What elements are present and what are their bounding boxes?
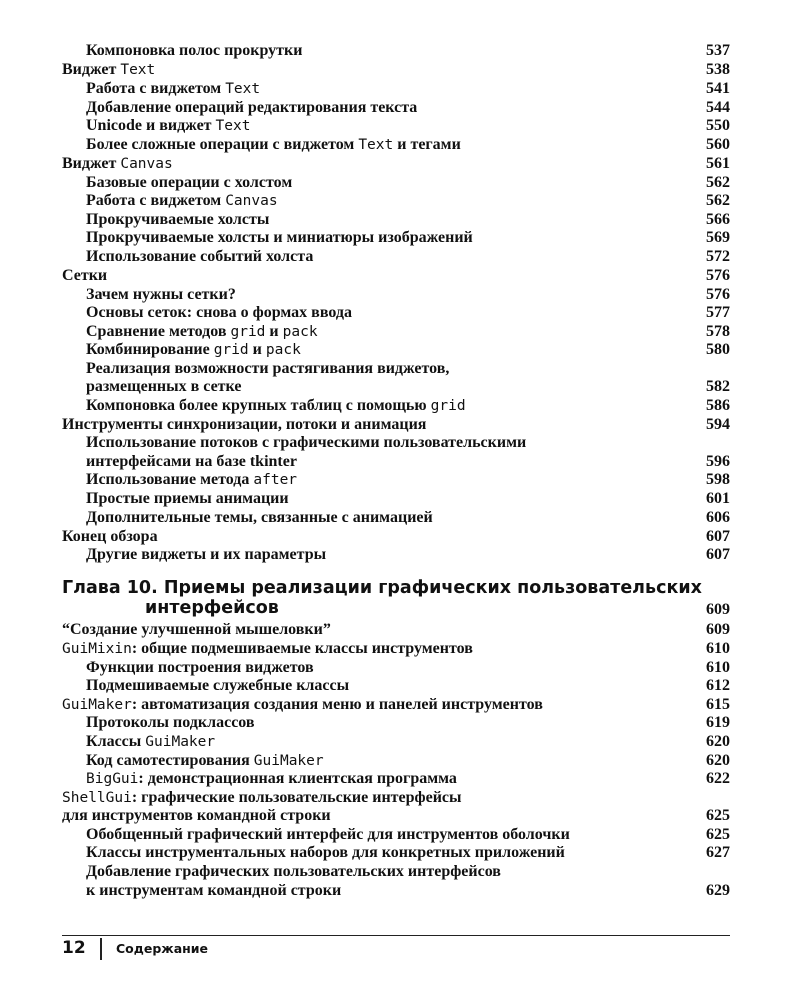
entry-text: интерфейсов — [145, 598, 279, 618]
entry-text: Прокручиваемые холсты и миниатюры изображений — [86, 229, 473, 246]
entry-text: Использование событий холста — [86, 248, 314, 265]
entry-page-number: 582 — [706, 378, 730, 395]
entry-title — [86, 882, 341, 900]
entry-title — [62, 621, 331, 639]
entry-page-number: 561 — [706, 155, 730, 172]
entry-title — [86, 211, 269, 229]
entry-page-number: 596 — [706, 453, 730, 470]
entry-title — [86, 80, 260, 98]
entry-page-number: 566 — [706, 211, 730, 228]
entry-title — [62, 696, 543, 714]
entry-text: Код самотестирования — [86, 752, 254, 769]
entry-code: grid — [430, 398, 466, 414]
entry-page-number: 544 — [706, 99, 730, 116]
entry-text: Использование потоков с графическими пользовательскими — [86, 434, 527, 451]
entry-title — [62, 577, 702, 599]
entry-text: интерфейсами на базе tkinter — [86, 453, 297, 470]
entry-title — [86, 248, 313, 266]
entry-title — [62, 789, 462, 807]
entry-text: Компоновка более крупных таблиц с помощью — [86, 397, 431, 414]
entry-text: Другие виджеты и их параметры — [86, 546, 327, 563]
entry-code: after — [253, 472, 298, 488]
entry-title — [86, 174, 292, 192]
entry-page-number: 627 — [706, 844, 730, 861]
entry-page-number: 598 — [706, 471, 730, 488]
entry-title — [86, 733, 215, 751]
entry-title — [62, 807, 331, 825]
entry-page-number: 586 — [706, 397, 730, 414]
entry-page-number: 541 — [706, 80, 730, 97]
entry-page-number: 625 — [706, 826, 730, 843]
entry-title — [86, 136, 461, 154]
entry-page-number: 537 — [706, 42, 730, 59]
entry-text: Unicode и виджет — [86, 117, 216, 134]
entry-page-number: 562 — [706, 192, 730, 209]
entry-title — [86, 229, 473, 247]
entry-page-number: 569 — [706, 229, 730, 246]
entry-title — [86, 714, 255, 732]
entry-page-number: 550 — [706, 117, 730, 134]
entry-title — [62, 155, 173, 173]
entry-page-number: 619 — [706, 714, 730, 731]
entry-title — [86, 341, 301, 359]
entry-title — [86, 659, 314, 677]
entry-title — [86, 844, 565, 862]
entry-page-number: 538 — [706, 61, 730, 78]
entry-text: Простые приемы анимации — [86, 490, 289, 507]
entry-code: Text — [215, 118, 251, 134]
entry-page-number: 620 — [706, 752, 730, 769]
entry-text: Более сложные операции с виджетом — [86, 136, 359, 153]
entry-text: Основы сеток: снова о формах ввода — [86, 304, 352, 321]
entry-text: : общие подмешиваемые классы инструментов — [131, 640, 473, 657]
entry-text: Подмешиваемые служебные классы — [86, 677, 350, 694]
entry-text: Виджет — [62, 61, 121, 78]
entry-text: “Создание улучшенной мышеловки” — [62, 621, 331, 638]
entry-title — [86, 863, 501, 881]
entry-title — [86, 360, 449, 378]
entry-text: Виджет — [62, 155, 121, 172]
entry-title — [86, 752, 324, 770]
entry-code: pack — [282, 324, 318, 340]
entry-title — [86, 490, 289, 508]
footer-separator — [100, 938, 102, 960]
entry-text: Базовые операции с холстом — [86, 174, 293, 191]
entry-title — [62, 416, 426, 434]
entry-title — [86, 770, 457, 788]
entry-page-number: 622 — [706, 770, 730, 787]
entry-code: pack — [265, 342, 301, 358]
entry-title — [62, 267, 107, 285]
entry-title — [86, 397, 466, 415]
entry-text: для инструментов командной строки — [62, 807, 331, 824]
entry-text: Сравнение методов — [86, 323, 231, 340]
entry-text: Использование метода — [86, 471, 254, 488]
entry-text: и — [265, 323, 283, 340]
entry-page-number: 607 — [706, 546, 730, 563]
entry-text: : демонстрационная клиентская программа — [138, 770, 457, 787]
entry-title — [62, 61, 155, 79]
entry-text: Классы инструментальных наборов для конкретных приложений — [86, 844, 565, 861]
entry-title — [62, 528, 158, 546]
entry-code: Canvas — [225, 193, 278, 209]
entry-text: Реализация возможности растягивания виджетов, — [86, 360, 450, 377]
entry-title — [86, 42, 302, 60]
entry-text: Функции построения виджетов — [86, 659, 314, 676]
entry-page-number: 607 — [706, 528, 730, 545]
entry-code: GuiMixin — [62, 641, 132, 657]
entry-page-number: 560 — [706, 136, 730, 153]
entry-text: размещенных в сетке — [86, 378, 242, 395]
entry-text: Зачем нужны сетки? — [86, 286, 236, 303]
entry-page-number: 601 — [706, 490, 730, 507]
footer-page-number: 12 — [62, 938, 86, 958]
entry-title — [86, 286, 236, 304]
entry-code: GuiMaker — [145, 734, 216, 750]
entry-code: Canvas — [120, 156, 173, 172]
entry-title — [86, 378, 241, 396]
footer-section-label: Содержание — [116, 941, 209, 956]
entry-title — [86, 99, 417, 117]
entry-code: Text — [120, 62, 156, 78]
entry-text: Работа с виджетом — [86, 80, 226, 97]
entry-text: к инструментам командной строки — [86, 882, 342, 899]
entry-text: Комбинирование — [86, 341, 214, 358]
entry-text: и — [248, 341, 266, 358]
entry-title — [86, 434, 526, 452]
entry-page-number: 620 — [706, 733, 730, 750]
entry-title — [86, 453, 297, 471]
entry-code: grid — [230, 324, 266, 340]
entry-page-number: 610 — [706, 659, 730, 676]
entry-page-number: 576 — [706, 267, 730, 284]
entry-text: : графические пользовательские интерфейсы — [131, 789, 462, 806]
entry-page-number: 577 — [706, 304, 730, 321]
entry-text: Конец обзора — [62, 528, 158, 545]
entry-text: Работа с виджетом — [86, 192, 226, 209]
entry-page-number: 572 — [706, 248, 730, 265]
entry-page-number: 606 — [706, 509, 730, 526]
entry-page-number: 562 — [706, 174, 730, 191]
entry-page-number: 578 — [706, 323, 730, 340]
entry-code: Text — [225, 81, 261, 97]
entry-text: Глава 10. Приемы реализации графических пользовательских — [62, 578, 702, 598]
entry-title — [62, 640, 473, 658]
entry-title — [86, 471, 297, 489]
entry-title — [86, 677, 349, 695]
entry-text: Компоновка полос прокрутки — [86, 42, 303, 59]
entry-text: Прокручиваемые холсты — [86, 211, 270, 228]
entry-text: Классы — [86, 733, 146, 750]
entry-title — [86, 117, 250, 135]
entry-page-number: 576 — [706, 286, 730, 303]
entry-title — [86, 304, 352, 322]
entry-page-number: 625 — [706, 807, 730, 824]
entry-code: grid — [213, 342, 249, 358]
entry-page-number: 612 — [706, 677, 730, 694]
entry-page-number: 609 — [706, 601, 730, 618]
entry-title — [86, 826, 570, 844]
entry-page-number: 610 — [706, 640, 730, 657]
entry-page-number: 615 — [706, 696, 730, 713]
entry-title — [86, 509, 433, 527]
entry-page-number: 609 — [706, 621, 730, 638]
entry-page-number: 580 — [706, 341, 730, 358]
entry-code: Text — [358, 137, 394, 153]
entry-text: и тегами — [393, 136, 461, 153]
footer-divider — [62, 935, 730, 936]
entry-title — [86, 546, 326, 564]
entry-title — [86, 192, 278, 210]
entry-title — [86, 323, 318, 341]
entry-page-number: 594 — [706, 416, 730, 433]
entry-text: Обобщенный графический интерфейс для инструментов оболочки — [86, 826, 570, 843]
entry-code: GuiMaker — [253, 753, 324, 769]
entry-code: BigGui — [86, 771, 139, 787]
entry-text: Сетки — [62, 267, 108, 284]
entry-text: Протоколы подклассов — [86, 714, 255, 731]
entry-code: GuiMaker — [62, 697, 132, 713]
entry-text: Дополнительные темы, связанные с анимацией — [86, 509, 433, 526]
entry-text: Инструменты синхронизации, потоки и анимация — [62, 416, 427, 433]
entry-text: : автоматизация создания меню и панелей инструментов — [131, 696, 543, 713]
entry-text: Добавление графических пользовательских интерфейсов — [86, 863, 501, 880]
entry-page-number: 629 — [706, 882, 730, 899]
entry-text: Добавление операций редактирования текста — [86, 99, 418, 116]
entry-title — [145, 597, 279, 619]
entry-code: ShellGui — [62, 790, 132, 806]
